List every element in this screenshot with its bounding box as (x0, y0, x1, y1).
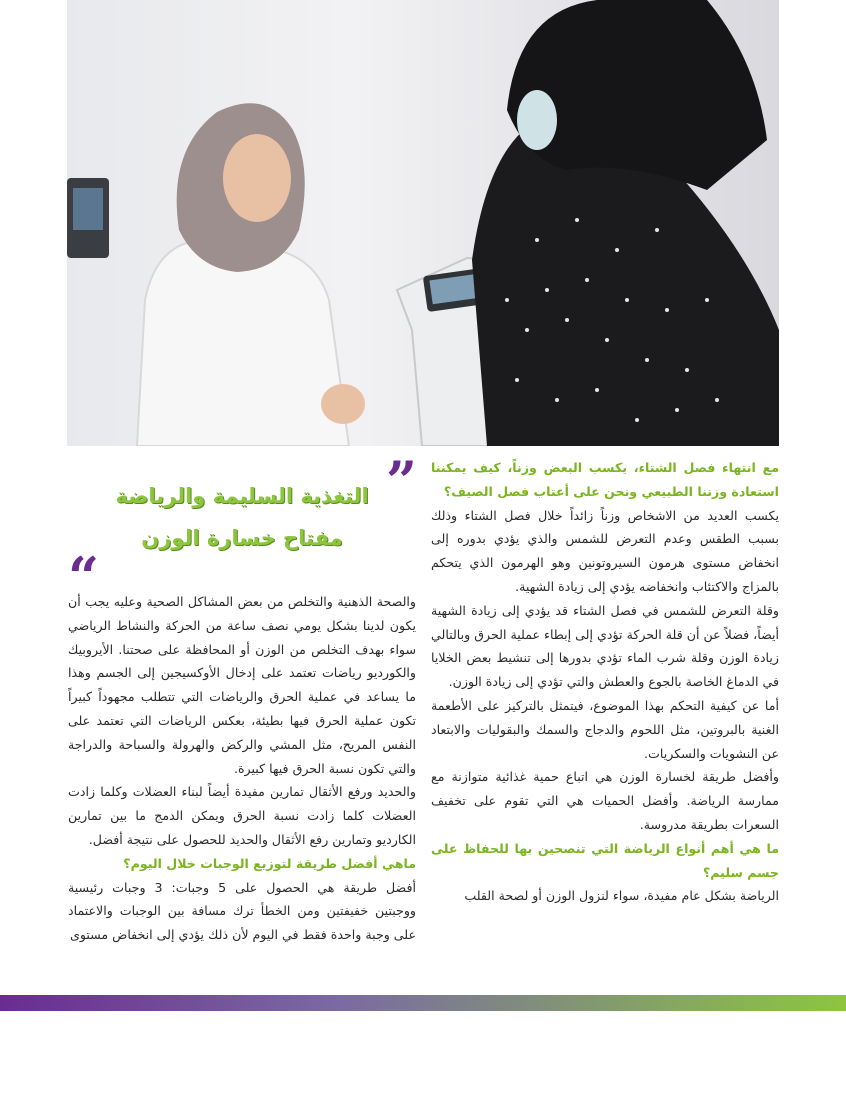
paragraph: أما عن كيفية التحكم بهذا الموضوع، فيتمثل بالتركيز على الأطعمة الغنية بالبروتين، مثل اللحوم والدجاج والسمك والبقوليات والابتعاد عن النشويات والسكريات. (431, 697, 779, 761)
paragraph: أفضل طريقة هي الحصول على 5 وجبات: 3 وجبات رئيسية ووجبتين خفيفتين ومن الخطأ ترك مسافة بين الوجبات والاعتماد على وجبة واحدة فقط في اليوم لأن ذلك يؤدي إلى انخفاض مستوى (68, 879, 416, 943)
footer-gradient-bar (0, 995, 846, 1011)
paragraph: يكسب العديد من الاشخاص وزناً زائداً خلال فصل الشتاء وذلك بسبب الطقس وعدم التعرض للشمس والذي يؤدي بدوره إلى انخفاض مستوى هرمون السيروتونين وهو الهرمون الذي يتحكم بالمزاج والاكتئاب وانخفاضه يؤدي إلى زيادة الشهية. (431, 507, 779, 594)
article-column-right (431, 456, 779, 908)
face (223, 134, 291, 222)
paragraph: وقلة التعرض للشمس في فصل الشتاء قد يؤدي إلى زيادة الشهية أيضاً، فضلاً عن أن قلة الحركة تؤدي إلى إبطاء عملية الحرق وبالتالي زيادة الوزن وقلة شرب الماء تؤدي بدورها إلى تنشيط بعض الخلايا في الدماغ الخاصة بالجوع والعطش والتي تؤدي إلى زيادة الوزن. (431, 602, 779, 690)
article-column-left (68, 590, 416, 947)
pull-quote-line-1: التغذية السليمة والرياضة (115, 484, 369, 508)
paragraph: وأفضل طريقة لخسارة الوزن هي اتباع حمية غذائية متوازنة مع ممارسة الرياضة. وأفضل الحميات هي التي تقوم على تخفيف السعرات بطريقة مدروسة. (431, 769, 779, 832)
dietitian-consultation-illustration (67, 0, 779, 446)
paragraph: الرياضة بشكل عام مفيدة، سواء لنزول الوزن أو لصحة القلب (464, 888, 779, 904)
paragraph: والحديد ورفع الأثقال تمارين مفيدة أيضاً لبناء العضلات وكلما زادت العضلات كلما زادت نسبة الحرق ويمكن الدمج ما بين تمارين الكارديو وتمارين رفع الأثقال والحديد للحصول على نتيجة أفضل. (68, 784, 416, 847)
quote-close-icon: “ (68, 545, 100, 609)
pull-quote (68, 449, 418, 609)
quote-open-icon: ” (386, 449, 418, 513)
pull-quote-line-2: مفتاح خسارة الوزن (141, 526, 343, 550)
paragraph: والصحة الذهنية والتخلص من بعض المشاكل الصحية وعليه يجب أن يكون لدينا بشكل يومي نصف ساعة من الحركة والنشاط الرياضي سواء بهدف التخلص من الوزن أو المحافظة على صحتنا. الأيروبيك والكورديو رياضات تعتمد على إدخال الأوكسيجين إلى الجسم وهذا ما يساعد في عملية الحرق والرياضات التي تتطلب مجهوداً كبيراً تكون عملية الحرق فيها بطيئة، بعكس الرياضات التي تعتمد على النفس المريح، مثل المشي والركض والهرولة والسباحة والدراجة والتي تكون نسبة الحرق فيها كبيرة. (68, 594, 416, 776)
question-heading: ما هي أهم أنواع الرياضة التي تنصحين بها للحفاظ على جسم سليم؟ (431, 840, 779, 880)
intro-question: مع انتهاء فصل الشتاء، يكسب البعض وزناً، كيف يمكننا استعادة وزننا الطبيعي ونحن على أعتاب فصل الصيف؟ (431, 460, 779, 499)
question-heading: ماهي أفضل طريقة لتوزيع الوجبات خلال اليوم؟ (123, 855, 416, 871)
article-photo (67, 0, 779, 446)
